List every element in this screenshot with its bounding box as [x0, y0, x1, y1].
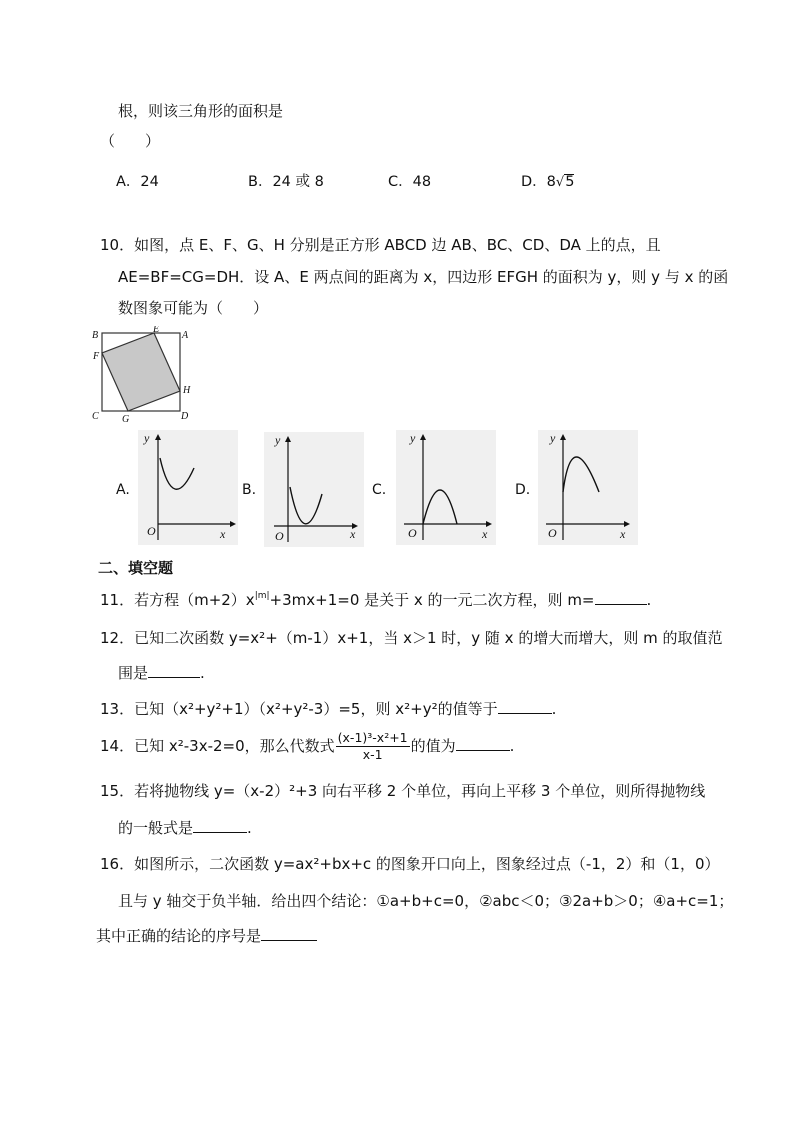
label-e: E [153, 326, 160, 335]
q13-text-end: . [551, 700, 557, 718]
graph-a-y-label: y [144, 431, 150, 445]
q10-line3: 数图象可能为（ ） [118, 299, 269, 317]
q16-answer-blank[interactable] [261, 926, 317, 941]
q11-answer-blank[interactable] [595, 590, 647, 605]
q16-line3-pre: 其中正确的结论的序号是 [96, 927, 262, 945]
q14-fraction [336, 730, 410, 763]
q16-line3 [96, 926, 317, 946]
q14-answer-blank[interactable] [456, 736, 510, 751]
square-efgh-figure [90, 326, 195, 426]
graph-c [396, 430, 496, 545]
label-g: G [122, 414, 130, 425]
q16-line1: 16．如图所示，二次函数 y=ax²+bx+c 的图象开口向上，图象经过点（-1，2）和（1，0） [100, 855, 720, 873]
q11 [100, 590, 651, 610]
graph-d-x-label: x [620, 527, 626, 541]
label-h: H [183, 385, 191, 396]
q12-line2-pre: 围是 [118, 664, 149, 682]
q13-answer-blank[interactable] [498, 699, 552, 714]
q15-line2-pre: 的一般式是 [118, 819, 194, 837]
q14-text-pre: 14．已知 x²-3x-2=0，那么代数式 [100, 737, 335, 755]
label-d: D [181, 411, 189, 422]
q13-text-pre: 13．已知（x²+y²+1）（x²+y²-3）=5，则 x²+y²的值等于 [100, 700, 498, 718]
q13 [100, 699, 556, 719]
label-f: F [93, 351, 100, 362]
q9-option-d-prefix: D．8 [521, 174, 556, 190]
quadrilateral-efgh [102, 333, 180, 411]
radical-sign-icon: √ [555, 175, 565, 190]
q14-denominator: x-1 [362, 747, 383, 762]
q9-answer-paren: （ ） [100, 132, 161, 150]
q12-answer-blank[interactable] [148, 663, 200, 678]
graph-a-origin: O [147, 524, 156, 538]
graph-a-x-label: x [220, 527, 226, 541]
q16-line2: 且与 y 轴交于负半轴．给出四个结论：①a+b+c=0，②abc＜0；③2a+b＞0；④a+c=1； [118, 892, 734, 910]
label-b: B [92, 330, 99, 341]
q12-line2 [118, 663, 205, 683]
graph-c-letter: C. [372, 482, 387, 498]
q9-continuation: 根，则该三角形的面积是 [118, 102, 284, 120]
graph-a [138, 430, 238, 545]
q9-option-b: B．24 或 8 [248, 174, 324, 190]
q9-option-a: A．24 [116, 174, 159, 190]
graph-b-letter: B. [242, 482, 257, 498]
q9-option-d [521, 170, 574, 191]
q12-line2-end: . [200, 664, 205, 682]
q11-text-pre: 11．若方程（m+2）x [100, 591, 255, 609]
q11-text-post: +3mx+1=0 是关于 x 的一元二次方程，则 m= [269, 591, 595, 609]
graph-d-letter: D. [515, 482, 531, 498]
graph-b-x-label: x [350, 527, 356, 541]
q9-option-c: C．48 [388, 174, 432, 190]
graph-d [538, 430, 638, 545]
graph-c-y-label: y [410, 431, 416, 445]
q14-numerator: (x-1)³-x²+1 [337, 730, 408, 745]
graph-c-origin: O [408, 526, 417, 540]
q11-exponent: |m| [254, 591, 270, 601]
q15-answer-blank[interactable] [193, 818, 247, 833]
q10-line1: 10．如图，点 E、F、G、H 分别是正方形 ABCD 边 AB、BC、CD、DA 上的点，且 [100, 236, 661, 254]
q14-text-post: 的值为 [410, 737, 456, 755]
graph-a-letter: A. [116, 482, 130, 498]
q15-line2-end: . [247, 819, 252, 837]
q11-text-end: . [646, 591, 652, 609]
q15-line1: 15．若将抛物线 y=（x-2）²+3 向右平移 2 个单位，再向上平移 3 个单位，则所得抛物线 [100, 782, 706, 800]
graph-b [264, 432, 364, 547]
label-c: C [92, 411, 99, 422]
q12-line1: 12．已知二次函数 y=x²+（m-1）x+1，当 x＞1 时，y 随 x 的增大而增大，则 m 的取值范 [100, 629, 723, 647]
graph-c-x-label: x [482, 527, 488, 541]
section-heading: 二、填空题 [98, 559, 174, 577]
graph-b-origin: O [275, 529, 284, 543]
graph-b-y-label: y [275, 433, 281, 447]
q9-option-d-radicand: 5 [565, 174, 575, 190]
q10-line2: AE=BF=CG=DH．设 A、E 两点间的距离为 x，四边形 EFGH 的面积为 y，则 y 与 x 的函 [118, 268, 729, 286]
q14-text-end: . [509, 737, 515, 755]
q15-line2 [118, 818, 252, 838]
graph-d-origin: O [548, 526, 557, 540]
label-a: A [182, 330, 189, 341]
q14 [100, 730, 514, 763]
graph-d-y-label: y [550, 431, 556, 445]
